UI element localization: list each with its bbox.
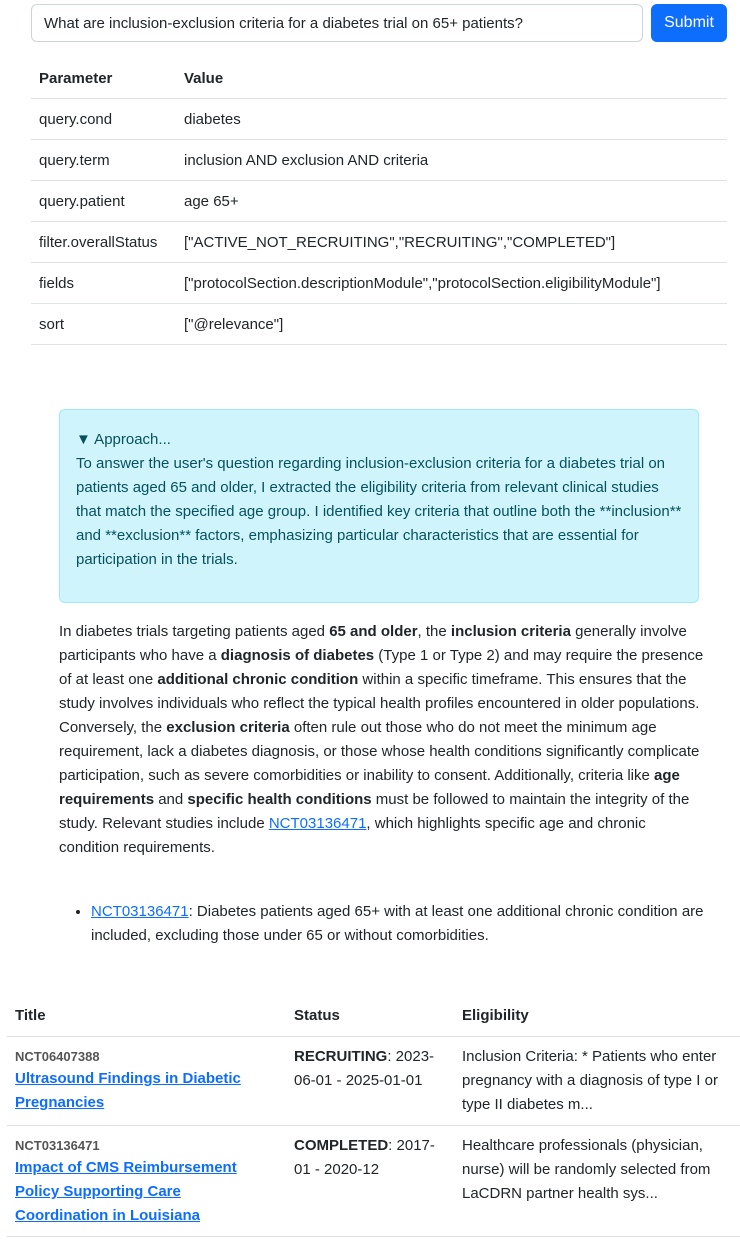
title-cell <box>7 1037 286 1126</box>
parameter-value: ["@relevance"] <box>176 304 727 345</box>
answer-bold: 65 and older <box>329 623 418 640</box>
table-row <box>31 304 727 345</box>
answer-text: In diabetes trials targeting patients aged <box>59 623 330 640</box>
parameter-name: filter.overallStatus <box>31 222 176 263</box>
table-row <box>31 222 727 263</box>
reference-link[interactable]: NCT03136471 <box>91 903 189 920</box>
trial-id: NCT03136471 <box>15 1138 100 1153</box>
parameter-header: Parameter <box>31 58 176 99</box>
approach-text: To answer the user's question regarding inclusion-exclusion criteria for a diabetes trial on patients aged 65 and older, I extracted the eligibility criteria from relevant clinical studies that match the specified age group. I identified key criteria that outline both the **inclusion** and **exclusion** factors, emphasizing particular characteristics that are essential for participation in the trials. <box>76 455 682 568</box>
answer-paragraph <box>59 620 707 860</box>
status-label: RECRUITING <box>294 1048 388 1065</box>
answer-text: (Type 1 or Type 2) and may require the presence of at least one <box>59 647 704 688</box>
answer-text: often rule out those who do not meet the minimum age requirement, lack a diabetes diagnosis, or those whose health conditions significantly complicate participation, such as severe comorbidities or inability to consent. Additionally, criteria like <box>59 719 700 784</box>
status-dates: : 2017-01 - 2020-12 <box>294 1137 435 1178</box>
parameter-name: query.patient <box>31 181 176 222</box>
answer-bold: diagnosis of diabetes <box>220 647 375 664</box>
table-row <box>7 1126 740 1237</box>
eligibility-header: Eligibility <box>454 996 740 1037</box>
results-table <box>7 996 740 1237</box>
answer-text: , which highlights specific age and chronic condition requirements. <box>59 815 646 856</box>
parameter-name: sort <box>31 304 176 345</box>
parameter-name: query.cond <box>31 99 176 140</box>
status-header: Status <box>286 996 454 1037</box>
parameter-name: query.term <box>31 140 176 181</box>
query-input[interactable] <box>31 4 643 42</box>
answer-text: generally involve participants who have a <box>59 623 687 664</box>
parameter-value: inclusion AND exclusion AND criteria <box>176 140 727 181</box>
answer-text: , the <box>417 623 451 640</box>
answer-bold: exclusion criteria <box>166 719 290 736</box>
parameters-header-row <box>31 58 727 99</box>
answer-text: and <box>154 791 188 808</box>
parameters-table <box>31 58 727 345</box>
parameter-value: diabetes <box>176 99 727 140</box>
answer-text: must be followed to maintain the integrity of the study. Relevant studies include <box>59 791 690 832</box>
list-item <box>91 900 711 948</box>
parameter-name: fields <box>31 263 176 304</box>
parameter-value: ["ACTIVE_NOT_RECRUITING","RECRUITING","COMPLETED"] <box>176 222 727 263</box>
trial-title-link[interactable]: Impact of CMS Reimbursement Policy Supporting Care Coordination in Louisiana <box>15 1159 237 1224</box>
answer-bold: additional chronic condition <box>157 671 359 688</box>
references-list <box>59 900 711 948</box>
table-row <box>31 263 727 304</box>
reference-text: : Diabetes patients aged 65+ with at least one additional chronic condition are included, excluding those under 65 or without comorbidities. <box>91 903 704 944</box>
trial-title-link[interactable]: Ultrasound Findings in Diabetic Pregnancies <box>15 1070 241 1111</box>
status-label: COMPLETED <box>294 1137 389 1154</box>
answer-section <box>59 620 707 860</box>
eligibility-cell: Inclusion Criteria: * Patients who enter pregnancy with a diagnosis of type I or type II diabetes m... <box>454 1037 740 1126</box>
parameter-value: age 65+ <box>176 181 727 222</box>
table-row <box>7 1037 740 1126</box>
status-cell <box>286 1037 454 1126</box>
value-header: Value <box>176 58 727 99</box>
answer-bold: inclusion criteria <box>450 623 571 640</box>
results-header-row <box>7 996 740 1037</box>
status-dates: : 2023-06-01 - 2025-01-01 <box>294 1048 435 1089</box>
study-link[interactable]: NCT03136471 <box>268 815 367 832</box>
query-bar <box>31 4 714 42</box>
trial-id: NCT06407388 <box>15 1049 100 1064</box>
answer-text: within a specific timeframe. This ensures that the study involves individuals who reflect the typical health profiles encountered in older populations. Conversely, the <box>59 671 700 736</box>
table-row <box>31 140 727 181</box>
title-header: Title <box>7 996 286 1037</box>
approach-panel <box>59 409 699 603</box>
status-cell <box>286 1126 454 1237</box>
table-row <box>31 99 727 140</box>
parameter-value: ["protocolSection.descriptionModule","protocolSection.eligibilityModule"] <box>176 263 727 304</box>
approach-toggle[interactable]: ▼ Approach... <box>76 431 171 448</box>
answer-bold: age requirements <box>59 767 680 808</box>
eligibility-cell: Healthcare professionals (physician, nurse) will be randomly selected from LaCDRN partner health sys... <box>454 1126 740 1237</box>
title-cell <box>7 1126 286 1237</box>
submit-button[interactable]: Submit <box>651 4 727 42</box>
table-row <box>31 181 727 222</box>
answer-bold: specific health conditions <box>187 791 372 808</box>
